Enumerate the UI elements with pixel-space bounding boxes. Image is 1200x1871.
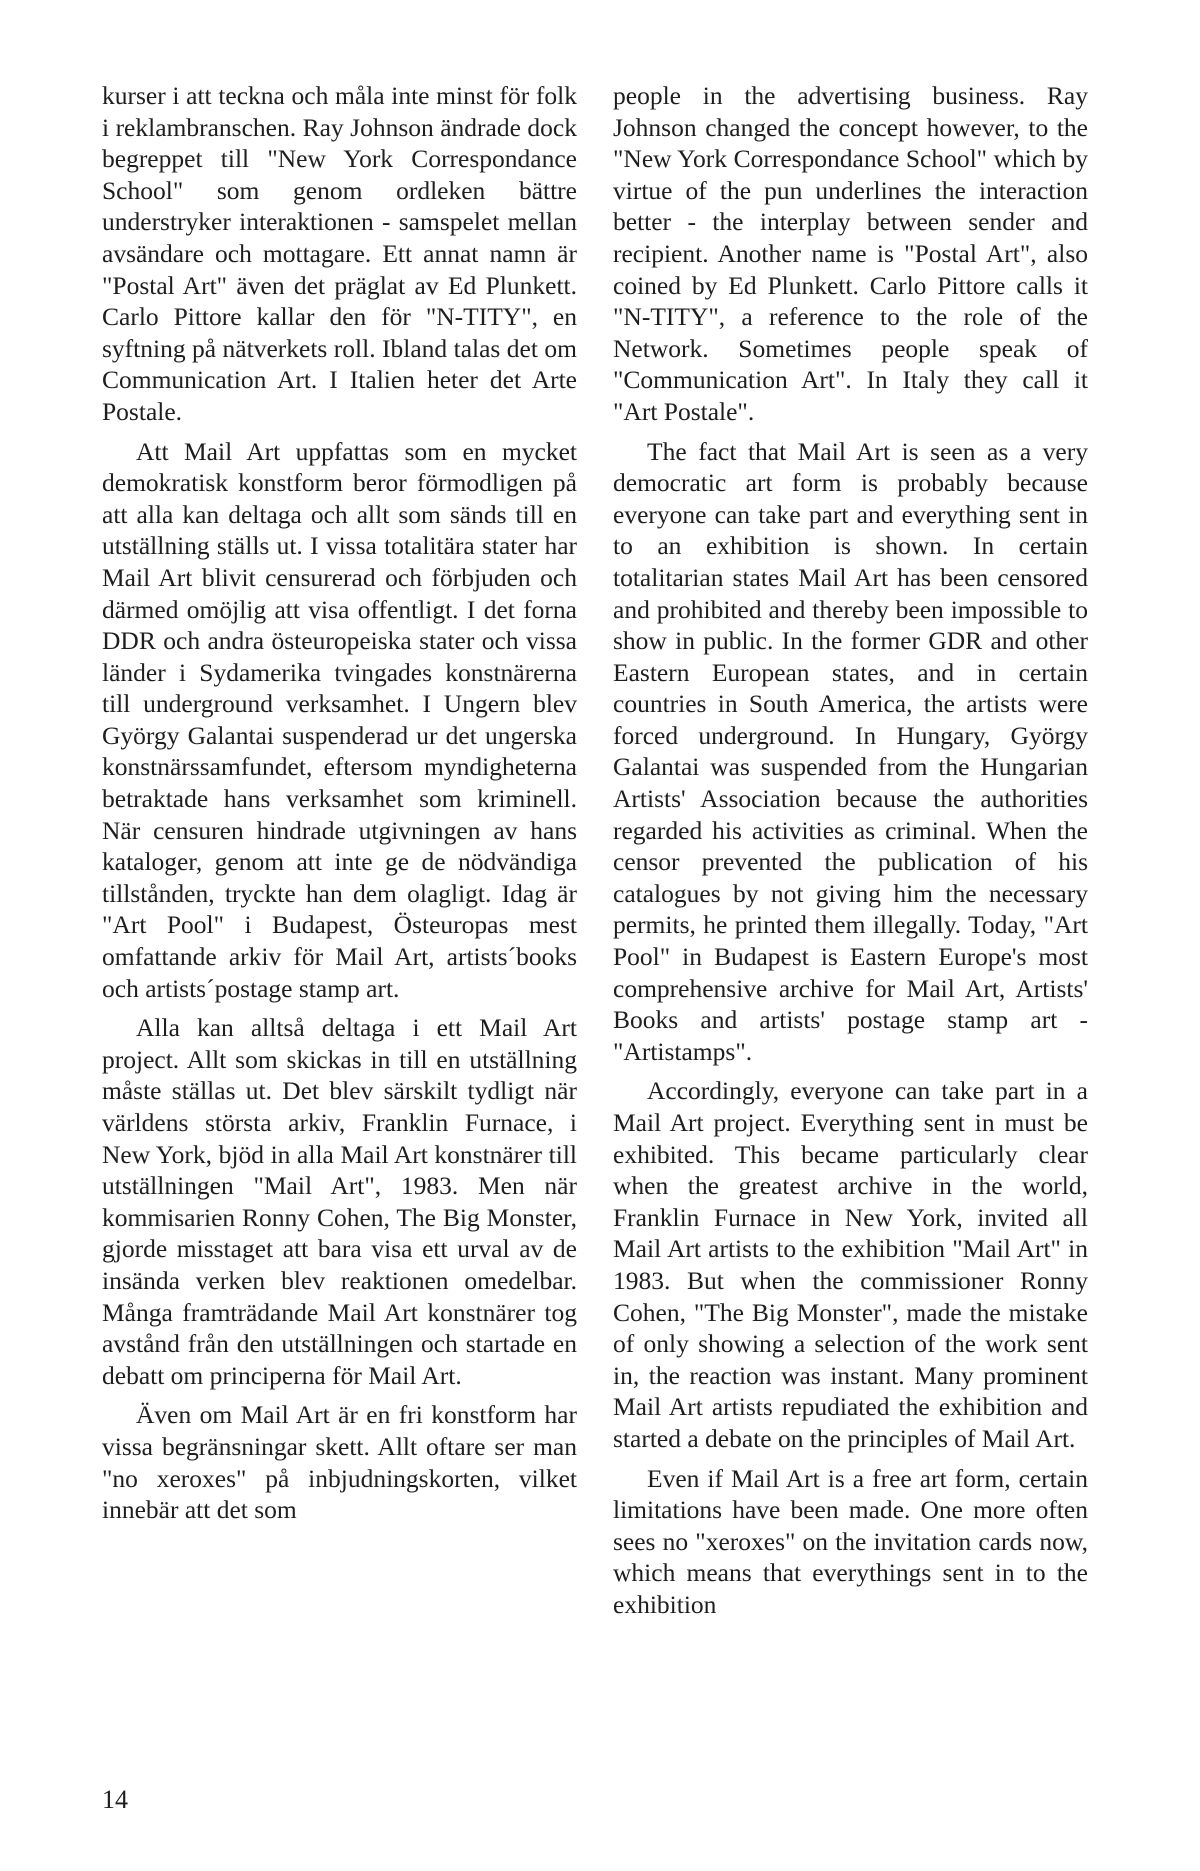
- swedish-paragraph-4: Även om Mail Art är en fri konstform har vissa begränsningar skett. Allt oftare ser man "no xeroxes" på inbjudningskorten, vilket innebär att det som: [102, 1400, 577, 1525]
- swedish-paragraph-1: kurser i att teckna och måla inte minst för folk i reklambranschen. Ray Johnson ändrade dock begreppet till "New York Correspondance School" som genom ordleken bättre understryker interaktionen - samspelet mellan avsändare och mottagare. Ett annat namn är "Postal Art" även det präglat av Ed Plunkett. Carlo Pittore kallar den för "N-TITY", en syftning på nätverkets roll. Ibland talas det om Communication Art. I Italien heter det Arte Postale.: [102, 81, 577, 426]
- swedish-paragraph-2: Att Mail Art uppfattas som en mycket demokratisk konstform beror förmodligen på att alla kan deltaga och allt som sänds till en utställning ställs ut. I vissa totalitära stater har Mail Art blivit censurerad och förbjuden och därmed omöjlig att visa offentligt. I det forna DDR och andra östeuropeiska stater och vissa länder i Sydamerika tvingades konstnärerna till underground verksamhet. I Ungern blev György Galantai suspenderad ur det ungerska konstnärssamfundet, eftersom myndigheterna betraktade hans verksamhet som kriminell. När censuren hindrade utgivningen av hans kataloger, genom att inte ge de nödvändiga tillstånden, tryckte han dem olagligt. Idag är "Art Pool" i Budapest, Östeuropas mest omfattande arkiv för Mail Art, artists´books och artists´postage stamp art.: [102, 436, 577, 1003]
- english-paragraph-3: Accordingly, everyone can take part in a Mail Art project. Everything sent in must be exhibited. This became particularly clear when the greatest archive in the world, Franklin Furnace in New York, invited all Mail Art artists to the exhibition "Mail Art" in 1983. But when the commissioner Ronny Cohen, "The Big Monster", made the mistake of only showing a selection of the work sent in, the reaction was instant. Many prominent Mail Art artists repudiated the exhibition and started a debate on the principles of Mail Art.: [613, 1076, 1088, 1453]
- page-number: 14: [102, 1785, 128, 1814]
- english-text-column: [613, 80, 1088, 1629]
- english-paragraph-4: Even if Mail Art is a free art form, certain limitations have been made. One more often sees no "xeroxes" on the invitation cards now, which means that everythings sent in to the exhibition: [613, 1463, 1088, 1619]
- swedish-paragraph-3: Alla kan alltså deltaga i ett Mail Art project. Allt som skickas in till en utställning måste ställas ut. Det blev särskilt tydligt när världens största arkiv, Franklin Furnace, i New York, bjöd in alla Mail Art konstnärer till utställningen "Mail Art", 1983. Men när kommisarien Ronny Cohen, The Big Monster, gjorde misstaget att bara visa ett urval av de insända verken blev reaktionen omedelbar. Många framträdande Mail Art konstnärer tog avstånd från den utställningen och startade en debatt om principerna för Mail Art.: [102, 1013, 577, 1390]
- english-paragraph-1: people in the advertising business. Ray Johnson changed the concept however, to the "New York Correspondance School" which by virtue of the pun underlines the interaction better - the interplay between sender and recipient. Another name is "Postal Art", also coined by Ed Plunkett. Carlo Pittore calls it "N-TITY", a reference to the role of the Network. Sometimes people speak of "Communication Art". In Italy they call it "Art Postale".: [613, 81, 1088, 426]
- english-paragraph-2: The fact that Mail Art is seen as a very democratic art form is probably because everyone can take part and everything sent in to an exhibition is shown. In certain totalitarian states Mail Art has been censored and prohibited and thereby been impossible to show in public. In the former GDR and other Eastern European states, and in certain countries in South America, the artists were forced underground. In Hungary, György Galantai was suspended from the Hungarian Artists' Association because the authorities regarded his activities as criminal. When the censor prevented the publication of his catalogues by not giving him the necessary permits, he printed them illegally. Today, "Art Pool" in Budapest is Eastern Europe's most comprehensive archive for Mail Art, Artists' Books and artists' postage stamp art - "Artistamps".: [613, 436, 1088, 1066]
- swedish-text-column: [102, 80, 577, 1534]
